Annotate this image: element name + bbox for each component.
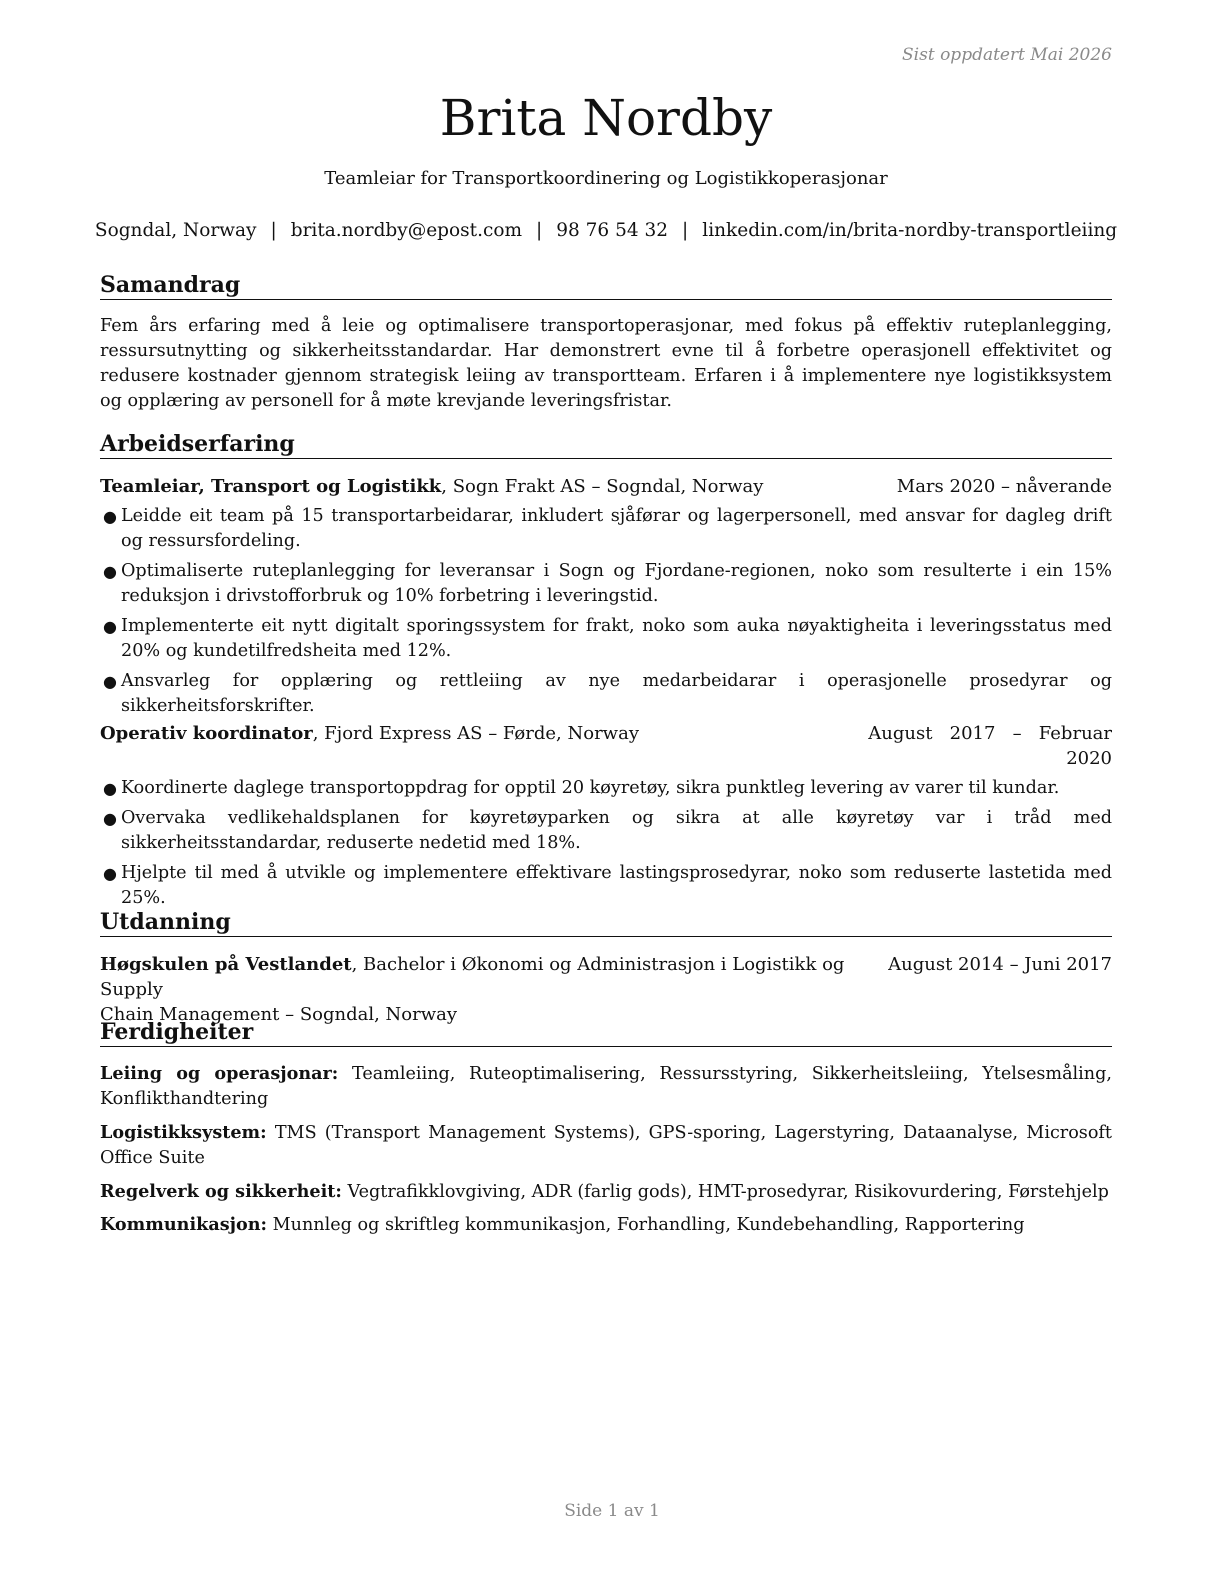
bullet-icon: ●: [103, 672, 117, 691]
education-dates: August 2014 – Juni 2017: [882, 952, 1112, 977]
contact-linkedin[interactable]: linkedin.com/in/brita-nordby-transportleiing: [702, 220, 1118, 241]
contact-separator: |: [682, 220, 689, 241]
contact-separator: |: [270, 220, 277, 241]
job-dates: August 2017 – Februar 2020: [868, 723, 1112, 769]
last-updated: Sist oppdatert Mai 2026: [902, 45, 1112, 65]
education-degree-cont: Chain Management – Sogndal, Norway: [100, 1004, 458, 1025]
summary-text: Fem års erfaring med å leie og optimalisere transportoperasjonar, med fokus på effektiv ruteplanlegging, ressursutnytting og sikkerheitsstandardar. Har demonstrert evne til å forbetre operasjonell effektivitet og redusere kostnader gjennom strategisk leiing av transportteam. Erfaren i å implementere nye logistikksystem og opplæring av personell for å møte krevjande leveringsfristar.: [100, 316, 1112, 411]
contact-email[interactable]: brita.nordby@epost.com: [290, 220, 522, 241]
candidate-name: Brita Nordby: [439, 89, 773, 147]
list-item: ● Optimaliserte ruteplanlegging for leveransar i Sogn og Fjordane-regionen, noko som resulterte i ein 15% reduksjon i drivstofforbruk og 10% forbetring i leveringstid.: [103, 561, 1112, 606]
job-bullets: [100, 504, 1112, 724]
contact-location: Sogndal, Norway: [94, 220, 257, 241]
contact-line: [94, 219, 1118, 243]
job-dates: Mars 2020 – nåverande: [896, 476, 1112, 497]
job-header: [100, 721, 1112, 771]
job-bullets: [100, 776, 1112, 916]
list-item: ● Leidde eit team på 15 transportarbeidarar, inkludert sjåførar og lagerpersonell, med ansvar for dagleg drift og ressursfordeling.: [103, 506, 1112, 551]
skill-group: Logistikksystem: TMS (Transport Management Systems), GPS-sporing, Lagerstyring, Dataanalyse, Microsoft Office Suite: [100, 1122, 1112, 1168]
list-item: ● Ansvarleg for opplæring og rettleiing av nye medarbeidarar i operasjonelle prosedyrar og sikkerheitsforskrifter.: [103, 671, 1112, 716]
skill-group: Kommunikasjon: Munnleg og skriftleg kommunikasjon, Forhandling, Kundebehandling, Rapportering: [100, 1214, 1025, 1235]
section-title-education: Utdanning: [100, 908, 1112, 937]
bullet-icon: ●: [103, 809, 117, 828]
bullet-icon: ●: [103, 779, 117, 798]
job-role: Operativ koordinator: [100, 723, 313, 744]
education-degree: , Bachelor i Økonomi og Administrasjon i Logistikk og Supply: [100, 954, 845, 1000]
list-item: ● Implementerte eit nytt digitalt sporingssystem for frakt, noko som auka nøyaktigheita i leveringsstatus med 20% og kundetilfredsheita med 12%.: [103, 616, 1112, 661]
job-role: Teamleiar, Transport og Logistikk: [100, 476, 442, 497]
job-company: , Fjord Express AS – Førde, Norway: [312, 723, 639, 744]
list-item: ● Overvaka vedlikehaldsplanen for køyretøyparken og sikra at alle køyretøy var i tråd med sikkerheitsstandardar, reduserte nedetid med 18%.: [103, 808, 1112, 853]
bullet-icon: ●: [103, 507, 117, 526]
section-title-skills: Ferdigheiter: [100, 1018, 1112, 1047]
skill-group: Regelverk og sikkerheit: Vegtrafikklovgiving, ADR (farlig gods), HMT-prosedyrar, Risikovurdering, Førstehjelp: [100, 1181, 1109, 1202]
skill-group: Leiing og operasjonar: Teamleiing, Ruteoptimalisering, Ressursstyring, Sikkerheitsleiing, Ytelsesmåling, Konflikthandtering: [100, 1063, 1112, 1109]
bullet-icon: ●: [103, 617, 117, 636]
job-company: , Sogn Frakt AS – Sogndal, Norway: [441, 476, 764, 497]
education-entry: [100, 952, 1112, 1027]
section-title-summary: Samandrag: [100, 271, 1112, 300]
list-item: ● Koordinerte daglege transportoppdrag for opptil 20 køyretøy, sikra punktleg levering av varer til kundar.: [100, 776, 1112, 801]
contact-phone: 98 76 54 32: [556, 220, 669, 241]
bullet-icon: ●: [103, 864, 117, 883]
contact-separator: |: [536, 220, 543, 241]
list-item: ● Hjelpte til med å utvikle og implementere effektivare lastingsprosedyrar, noko som reduserte lastetida med 25%.: [103, 863, 1112, 908]
resume-page: [94, 0, 1118, 1584]
bullet-icon: ●: [103, 562, 117, 581]
education-school: Høgskulen på Vestlandet: [100, 954, 352, 975]
page-footer: Side 1 av 1: [564, 1501, 660, 1521]
headline: Teamleiar for Transportkoordinering og Logistikkoperasjonar: [324, 168, 888, 189]
section-title-experience: Arbeidserfaring: [100, 430, 1112, 459]
